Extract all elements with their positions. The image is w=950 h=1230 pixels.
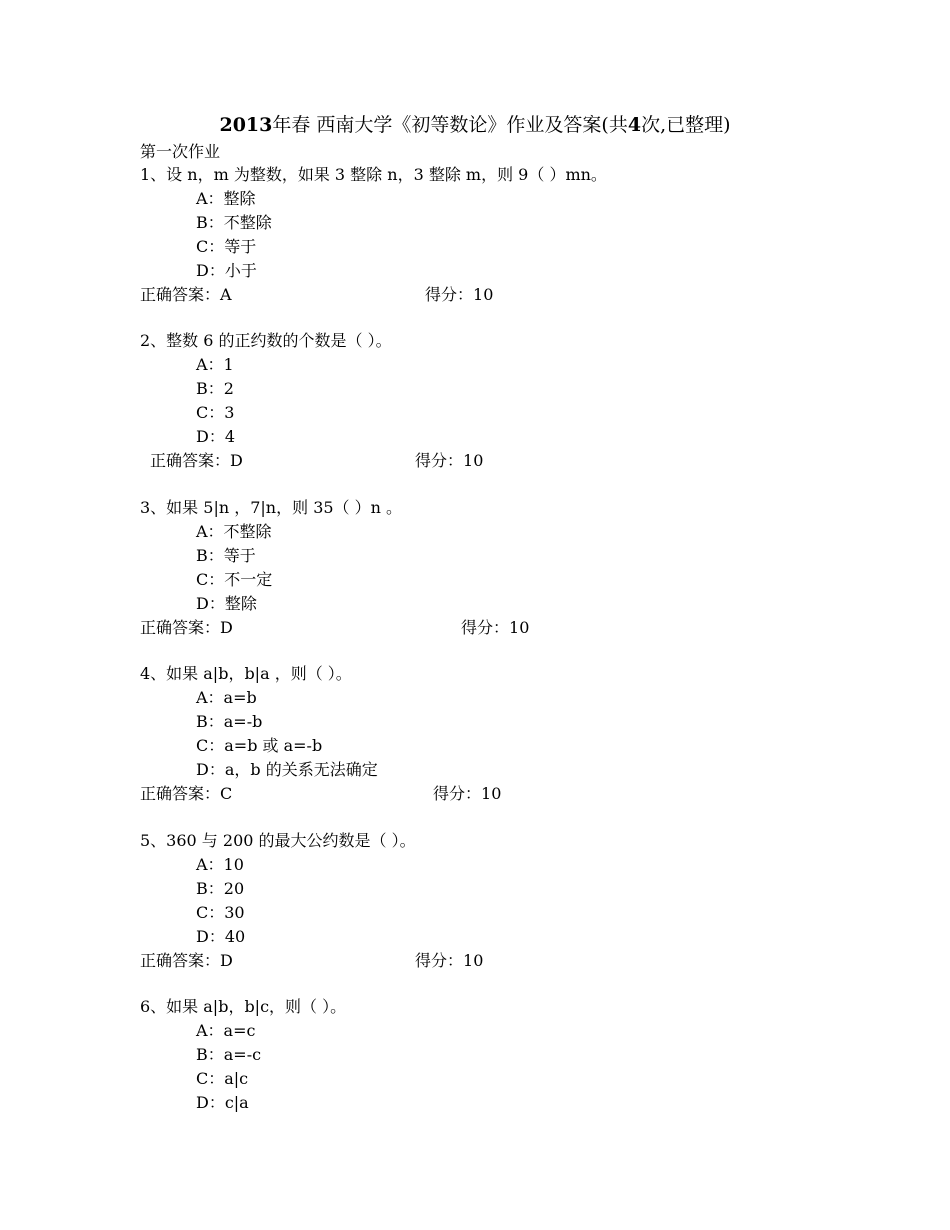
question-stem: 5、360 与 200 的最大公约数是（ ）。	[140, 831, 416, 850]
score	[461, 616, 529, 640]
option-b: B：不整除	[196, 213, 272, 232]
score-value: 10	[463, 951, 484, 970]
answer-label: 正确答案：	[140, 951, 221, 970]
answer-label: 正确答案：	[140, 618, 221, 637]
score-label: 得分：	[415, 451, 464, 470]
title-text-1: 年春 西南大学《初等数论》作业及答案(共	[272, 114, 628, 136]
option-d: D：a，b 的关系无法确定	[196, 760, 378, 779]
option-a: A：整除	[196, 189, 256, 208]
score-label: 得分：	[425, 285, 474, 304]
option-b: B：2	[196, 379, 234, 398]
option-a: A：a=c	[196, 1021, 256, 1040]
option-a: A：1	[196, 355, 234, 374]
option-b: B：a=-b	[196, 712, 263, 731]
section-heading: 第一次作业	[140, 142, 221, 161]
question-stem: 2、整数 6 的正约数的个数是（ ）。	[140, 331, 392, 350]
score	[425, 283, 493, 307]
answer-value: D	[230, 451, 243, 470]
option-b: B：等于	[196, 546, 256, 565]
title-count: 4	[627, 114, 642, 136]
question-3	[140, 496, 840, 640]
option-b: B：a=-c	[196, 1045, 262, 1064]
answer-line	[140, 949, 840, 973]
score-label: 得分：	[415, 951, 464, 970]
question-stem: 3、如果 5|n ，7|n，则 35（ ）n 。	[140, 498, 403, 517]
score-value: 10	[473, 285, 494, 304]
option-d: D：c|a	[196, 1093, 249, 1112]
score	[415, 949, 483, 973]
option-a: A：10	[196, 855, 244, 874]
option-c: C：a|c	[196, 1069, 249, 1088]
question-stem: 4、如果 a|b，b|a ，则（ ）。	[140, 664, 352, 683]
score	[433, 782, 501, 806]
option-b: B：20	[196, 879, 245, 898]
answer-label: 正确答案：	[150, 451, 231, 470]
option-d: D：4	[196, 427, 236, 446]
option-c: C：不一定	[196, 570, 273, 589]
score-value: 10	[463, 451, 484, 470]
question-stem: 6、如果 a|b，b|c，则（ ）。	[140, 997, 347, 1016]
score-label: 得分：	[433, 784, 482, 803]
answer-value: A	[220, 285, 232, 304]
answer-line	[140, 449, 840, 473]
question-1	[140, 163, 840, 307]
question-2	[140, 329, 840, 473]
score-label: 得分：	[461, 618, 510, 637]
title-text-2: 次,已整理)	[641, 114, 731, 136]
answer-line	[140, 283, 840, 307]
question-4	[140, 662, 840, 806]
option-d: D：小于	[196, 261, 257, 280]
score	[415, 449, 483, 473]
option-d: D：40	[196, 927, 246, 946]
title-year: 2013	[219, 114, 273, 136]
answer-label: 正确答案：	[140, 285, 221, 304]
answer-line	[140, 616, 840, 640]
score-value: 10	[481, 784, 502, 803]
question-stem: 1、设 n，m 为整数，如果 3 整除 n，3 整除 m，则 9（ ）mn。	[140, 165, 607, 184]
answer-value: D	[220, 618, 233, 637]
option-c: C：3	[196, 403, 235, 422]
question-5	[140, 829, 840, 973]
option-a: A：不整除	[196, 522, 272, 541]
option-d: D：整除	[196, 594, 257, 613]
answer-value: D	[220, 951, 233, 970]
option-c: C：a=b 或 a=-b	[196, 736, 323, 755]
score-value: 10	[509, 618, 530, 637]
document-title	[0, 110, 950, 137]
option-a: A：a=b	[196, 688, 257, 707]
question-6	[140, 995, 840, 1115]
answer-label: 正确答案：	[140, 784, 221, 803]
option-c: C：30	[196, 903, 245, 922]
option-c: C：等于	[196, 237, 257, 256]
answer-value: C	[220, 784, 233, 803]
answer-line	[140, 782, 840, 806]
